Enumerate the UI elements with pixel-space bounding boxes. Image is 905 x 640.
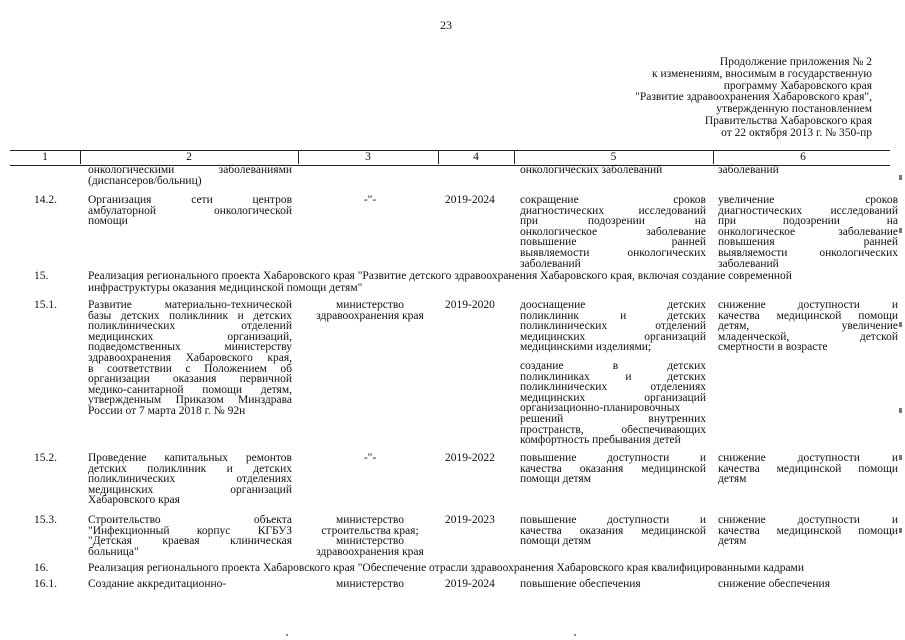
table-cell-line: поликлиниках и детских bbox=[520, 370, 706, 383]
table-cell-line: диагностических исследований bbox=[718, 204, 898, 217]
table-cell-line: -"- bbox=[363, 194, 377, 206]
table-cell-line: Проведение капитальных ремонтов bbox=[88, 452, 292, 464]
row-number: 16.1. bbox=[34, 578, 57, 590]
table-cell-line: министерство bbox=[336, 299, 404, 311]
table-cell-line: министерство bbox=[336, 514, 404, 526]
table-cell-line: сокращение сроков bbox=[520, 194, 706, 206]
table-cell-line: медицинских организаций bbox=[520, 391, 706, 404]
table-cell-line: утвержденным Приказом Минздрава bbox=[88, 394, 292, 407]
table-cell-line: снижение обеспечения bbox=[718, 578, 831, 590]
table-cell-line: России от 7 марта 2018 г. № 92н bbox=[88, 405, 246, 417]
period-cell: 2019-2023 bbox=[445, 514, 495, 526]
section-title-line: Реализация регионального проекта Хабаровского края "Обеспечение отрасли здравоохранения Хабаровского края квалифицированными кадрами bbox=[88, 563, 804, 574]
period-cell: 2019-2022 bbox=[445, 452, 495, 464]
table-cell-line: при подозрении на bbox=[718, 215, 898, 228]
header-line: "Развитие здравоохранения Хабаровского края", bbox=[635, 91, 872, 104]
table-cell-line: решений внутренних bbox=[520, 413, 706, 425]
table-cell-line: помощи bbox=[88, 215, 128, 228]
table-cell-line: детям bbox=[718, 535, 747, 548]
table-cell-line: (диспансеров/больниц) bbox=[88, 174, 202, 187]
column-header: 6 bbox=[800, 151, 806, 163]
table-cell-line: при подозрении на bbox=[520, 215, 706, 228]
period-cell: 2019-2024 bbox=[445, 194, 495, 206]
table-cell-line: помощи детям bbox=[520, 473, 591, 486]
table-cell-line: детям bbox=[718, 473, 747, 486]
table-cell-line: здравоохранения края bbox=[316, 309, 424, 322]
table-cell-line: дооснащение детских bbox=[520, 299, 706, 311]
table-cell-line: министерство bbox=[336, 578, 404, 590]
row-number: 15.1. bbox=[34, 299, 57, 311]
column-header: 1 bbox=[42, 151, 48, 163]
table-cell-line: медицинских организаций, bbox=[88, 330, 292, 343]
table-cell-line: амбулаторной онкологической bbox=[88, 204, 292, 217]
table-cell-line: -"- bbox=[363, 452, 377, 464]
table-cell-line: Создание аккредитационно- bbox=[88, 578, 227, 590]
header-line: от 22 октября 2013 г. № 350-пр bbox=[721, 126, 872, 139]
table-cell-line: здравоохранения края bbox=[316, 545, 424, 558]
table-cell-line: снижение доступности и bbox=[718, 299, 898, 311]
header-line: Продолжение приложения № 2 bbox=[719, 56, 872, 68]
row-number: 15. bbox=[34, 270, 49, 282]
table-cell-line: повышение доступности и bbox=[520, 452, 706, 464]
column-header: 4 bbox=[473, 151, 479, 163]
table-cell-line: заболеваний bbox=[718, 164, 779, 176]
table-cell-line: детских поликлиник и детских bbox=[88, 462, 292, 475]
table-cell-line: поликлинических отделений bbox=[88, 320, 292, 333]
table-cell-line: онкологических заболеваний bbox=[520, 164, 663, 176]
table-cell-line: младенческой, детской bbox=[718, 330, 898, 343]
table-cell-line: помощи детям bbox=[520, 535, 591, 548]
table-cell-line: увеличение сроков bbox=[718, 194, 898, 206]
table-cell-line: пространств, обеспечивающих bbox=[520, 423, 706, 436]
table-cell-line: поликлинических отделениях bbox=[520, 381, 706, 394]
table-cell-line: медико-санитарной помощи детям, bbox=[88, 383, 292, 396]
table-cell-line: Организация сети центров bbox=[88, 194, 292, 206]
table-cell-line: создание в детских bbox=[520, 360, 706, 372]
table-cell-line: повышение ранней bbox=[520, 236, 706, 249]
section-title-line: Реализация регионального проекта Хабаровского края "Развитие детского здравоохранения Хабаровского края, включая создание современной bbox=[88, 271, 792, 282]
table-cell-line: Хабаровского края bbox=[88, 494, 180, 507]
table-cell-line: в соответствии с Положением об bbox=[88, 362, 292, 375]
period-cell: 2019-2024 bbox=[445, 578, 495, 590]
table-cell-line: снижение доступности и bbox=[718, 514, 898, 526]
table-cell-line: детям, увеличение bbox=[718, 320, 898, 333]
table-cell-line: Развитие материально-технической bbox=[88, 299, 292, 311]
table-cell-line: онкологическое заболевание bbox=[718, 225, 898, 238]
table-cell-line: повышение обеспечения bbox=[520, 578, 641, 590]
table-cell-line: поликлинических отделений bbox=[520, 320, 706, 333]
table-cell-line: качества медицинской помощи bbox=[718, 462, 898, 475]
table-cell-line: поликлиник и детских bbox=[520, 309, 706, 322]
table-cell-line: "Инфекционный корпус КГБУЗ bbox=[88, 524, 292, 537]
appendix-header bbox=[572, 57, 872, 140]
row-number: 15.2. bbox=[34, 452, 57, 464]
table-cell-line: медицинскими изделиями; bbox=[520, 341, 652, 354]
row-number: 14.2. bbox=[34, 194, 57, 206]
column-header: 2 bbox=[186, 151, 192, 163]
table-cell-line: поликлинических отделениях bbox=[88, 473, 292, 486]
table-cell-line: больница" bbox=[88, 545, 139, 558]
table-cell-line: базы детских поликлиник и детских bbox=[88, 309, 292, 322]
table-cell-line: медицинских организаций bbox=[88, 483, 292, 496]
table-cell-line: снижение доступности и bbox=[718, 452, 898, 464]
page-number: 23 bbox=[440, 18, 452, 32]
table-cell-line: "Детская краевая клиническая bbox=[88, 535, 292, 548]
table-cell-line: комфортность пребывания детей bbox=[520, 434, 681, 447]
row-number: 16. bbox=[34, 562, 49, 574]
table-cell-line: онкологическими заболеваниями bbox=[88, 164, 292, 176]
table-cell-line: заболеваний bbox=[520, 257, 581, 270]
period-cell: 2019-2020 bbox=[445, 299, 495, 311]
table-cell-line: организационно-планировочных bbox=[520, 402, 681, 415]
section-title-line: инфраструктуры оказания медицинской помощи детям" bbox=[88, 282, 363, 294]
table-cell-line: медицинских организаций bbox=[520, 330, 706, 343]
table-cell-line: качества медицинской помощи bbox=[718, 524, 898, 537]
table-cell-line: Строительство объекта bbox=[88, 514, 292, 526]
table-cell-line: здравоохранения Хабаровского края, bbox=[88, 352, 292, 364]
table-cell-line: повышение доступности и bbox=[520, 514, 706, 526]
column-header: 5 bbox=[610, 151, 617, 163]
row-number: 15.3. bbox=[34, 514, 57, 526]
table-cell-line: выявляемости онкологических bbox=[520, 247, 706, 259]
table-cell-line: подведомственных министерству bbox=[88, 341, 292, 354]
table-cell-line: выявляемости онкологических bbox=[718, 247, 898, 259]
table-cell-line: организации оказания первичной bbox=[88, 373, 292, 386]
table-cell-line: повышения ранней bbox=[718, 236, 898, 249]
header-line: программу Хабаровского края bbox=[723, 79, 872, 92]
table-cell-line: строительства края; bbox=[321, 524, 419, 537]
table-cell-line: онкологическое заболевание bbox=[520, 225, 706, 238]
table-cell-line: качества оказания медицинской bbox=[520, 524, 706, 537]
header-line: Правительства Хабаровского края bbox=[704, 114, 872, 127]
column-header: 3 bbox=[365, 151, 371, 163]
table-cell-line: министерство bbox=[336, 535, 404, 548]
header-line: утвержденную постановлением bbox=[716, 103, 872, 116]
table-cell-line: качества оказания медицинской bbox=[520, 462, 706, 475]
header-line: к изменениям, вносимым в государственную bbox=[652, 67, 872, 80]
table-cell-line: смертности в возрасте bbox=[718, 341, 828, 354]
table-cell-line: качества медицинской помощи bbox=[718, 309, 898, 322]
table-cell-line: диагностических исследований bbox=[520, 204, 706, 217]
table-cell-line: заболеваний bbox=[718, 257, 779, 270]
